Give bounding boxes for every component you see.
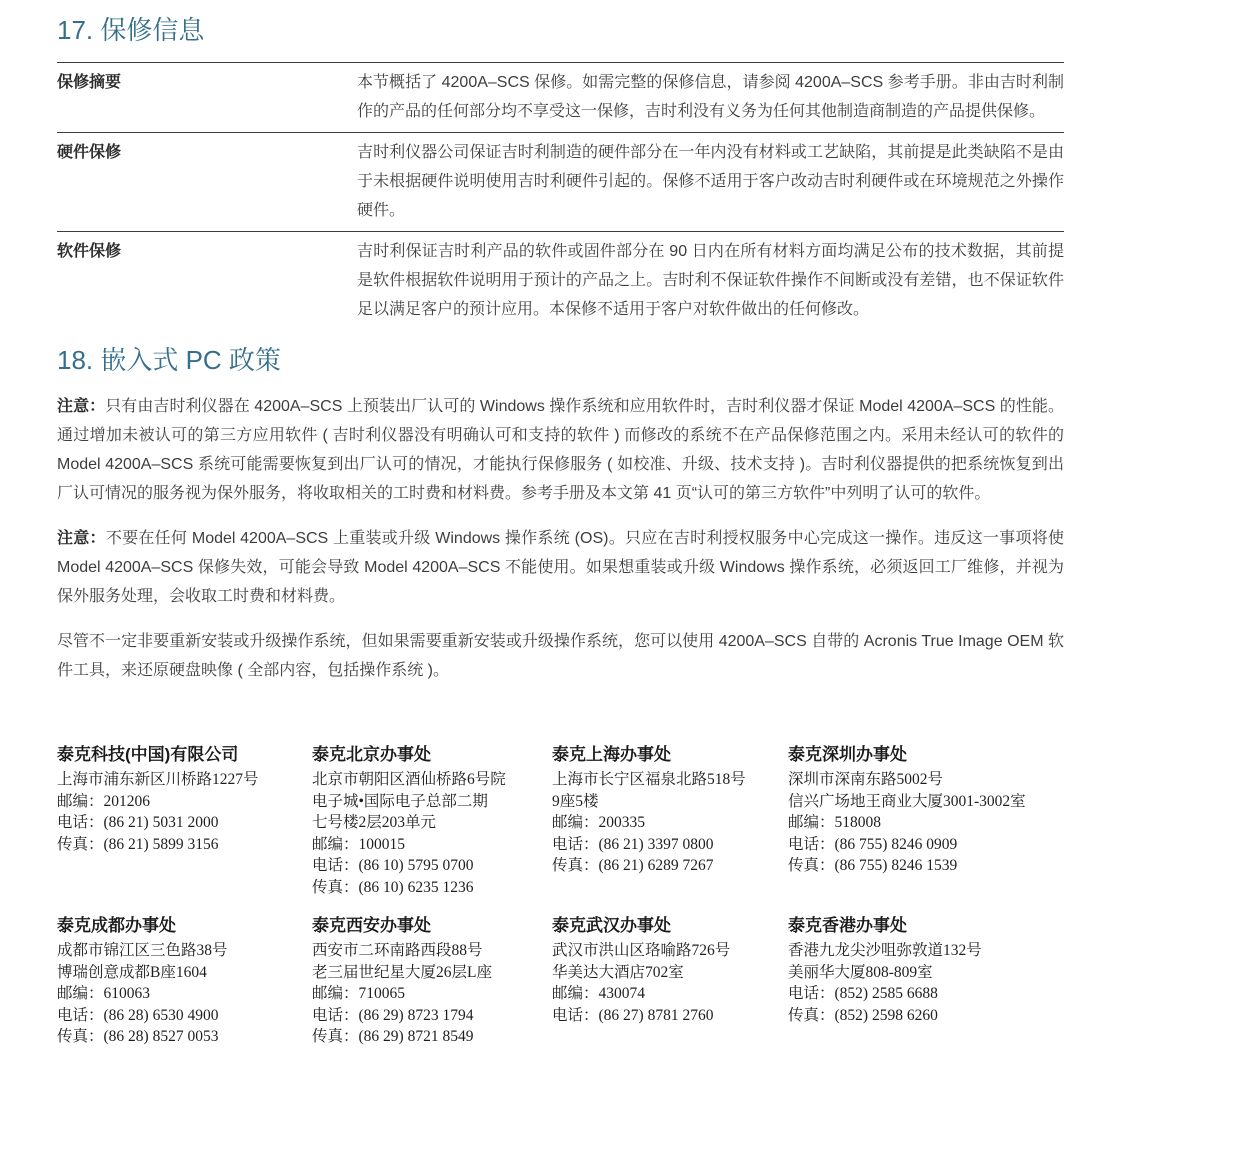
office-line: 西安市二环南路西段88号	[312, 942, 483, 959]
office-line: 深圳市深南东路5002号	[788, 771, 944, 788]
office-line: 香港九龙尖沙咀弥敦道132号	[788, 942, 982, 959]
office-card	[788, 743, 1050, 877]
row-label: 软件保修	[57, 243, 122, 260]
office-line: 美丽华大厦808-809室	[788, 963, 933, 981]
office-name: 泰克上海办事处	[552, 745, 671, 764]
office-line: 成都市锦江区三色路38号	[57, 942, 228, 959]
office-line: 传真：(86 28) 8527 0053	[57, 1028, 219, 1045]
office-line: 传真：(86 21) 6289 7267	[552, 857, 714, 874]
office-line: 传真：(852) 2598 6260	[788, 1006, 938, 1024]
policy-paragraph	[57, 627, 1064, 685]
office-line: 邮编：710065	[312, 985, 406, 1002]
office-line: 邮编：201206	[57, 792, 151, 810]
contact-section	[57, 743, 1064, 1048]
office-name: 泰克武汉办事处	[552, 916, 671, 935]
office-card	[312, 914, 552, 1048]
office-card	[552, 914, 788, 1026]
office-line: 七号楼2层203单元	[312, 814, 437, 831]
office-line: 传真：(86 10) 6235 1236	[312, 878, 474, 896]
office-line: 电话：(86 10) 5795 0700	[312, 857, 474, 874]
office-card	[788, 914, 1050, 1026]
contact-row	[57, 914, 1064, 1048]
office-line: 电话：(86 29) 8723 1794	[312, 1006, 474, 1024]
office-name: 泰克成都办事处	[57, 916, 176, 935]
office-card	[312, 743, 552, 898]
office-line: 传真：(86 21) 5899 3156	[57, 835, 219, 853]
office-name: 泰克北京办事处	[312, 745, 431, 764]
office-name: 泰克西安办事处	[312, 916, 431, 935]
policy-paragraph	[57, 392, 1064, 508]
paragraph-text: 只有由吉时利仪器在 4200A–SCS 上预装出厂认可的 Windows 操作系统和应用软件时，吉时利仪器才保证 Model 4200A–SCS 的性能。通过增加未被认可的第三方应用软件 ( 吉时利仪器没有明确认可和支持的软件 ) 而修改的系统不在产品保修范围之内。采用未经认可的软件的 Model 4200A–SCS 系统可能需要恢复到出厂认可的情况，才能执行保修服务 ( 如校准、升级、技术支持 )。吉时利仪器提供的把系统恢复到出厂认可情况的服务视为保外服务，将收取相关的工时费和材料费。参考手册及本文第 41 页“认可的第三方软件”中列明了认可的软件。	[57, 398, 1064, 502]
row-content: 吉时利仪器公司保证吉时利制造的硬件部分在一年内没有材料或工艺缺陷，其前提是此类缺陷不是由于未根据硬件说明使用吉时利硬件引起的。保修不适用于客户改动吉时利硬件或在环境规范之外操作硬件。	[357, 144, 1064, 219]
office-line: 电话：(852) 2585 6688	[788, 985, 938, 1002]
row-label: 硬件保修	[57, 144, 122, 161]
office-line: 北京市朝阳区酒仙桥路6号院	[312, 771, 506, 788]
row-label: 保修摘要	[57, 74, 122, 91]
office-line: 电话：(86 27) 8781 2760	[552, 1006, 714, 1024]
office-line: 老三届世纪星大厦26层L座	[312, 963, 492, 981]
table-row	[57, 132, 1064, 231]
section-18	[57, 344, 1064, 685]
office-line: 博瑞创意成都B座1604	[57, 963, 207, 981]
warranty-table	[57, 62, 1064, 330]
section-18-title: 18. 嵌入式 PC 政策	[57, 345, 281, 375]
office-line: 上海市长宁区福泉北路518号	[552, 771, 746, 788]
contact-row	[57, 743, 1064, 898]
office-card	[57, 914, 312, 1048]
row-content: 吉时利保证吉时利产品的软件或固件部分在 90 日内在所有材料方面均满足公布的技术数据，其前提是软件根据软件说明用于预计的产品之上。吉时利不保证软件操作不间断或没有差错，也不保证软件足以满足客户的预计应用。本保修不适用于客户对软件做出的任何修改。	[357, 243, 1064, 318]
office-line: 武汉市洪山区珞喻路726号	[552, 942, 731, 959]
office-line: 电子城•国际电子总部二期	[312, 792, 488, 810]
office-line: 电话：(86 21) 5031 2000	[57, 814, 219, 831]
office-line: 9座5楼	[552, 792, 599, 810]
office-line: 邮编：100015	[312, 835, 406, 853]
policy-paragraph	[57, 524, 1064, 611]
office-line: 传真：(86 29) 8721 8549	[312, 1028, 474, 1045]
office-line: 传真：(86 755) 8246 1539	[788, 857, 958, 874]
office-line: 邮编：610063	[57, 985, 151, 1002]
office-line: 电话：(86 21) 3397 0800	[552, 835, 714, 853]
office-card	[552, 743, 788, 877]
section-17-title: 17. 保修信息	[57, 15, 205, 45]
document-page	[57, 14, 1064, 1048]
office-card	[57, 743, 312, 855]
office-line: 信兴广场地王商业大厦3001-3002室	[788, 792, 1026, 810]
office-line: 邮编：200335	[552, 814, 646, 831]
office-name: 泰克科技(中国)有限公司	[57, 745, 239, 764]
office-line: 电话：(86 28) 6530 4900	[57, 1006, 219, 1024]
office-line: 上海市浦东新区川桥路1227号	[57, 771, 259, 788]
office-line: 邮编：430074	[552, 985, 646, 1002]
office-name: 泰克深圳办事处	[788, 745, 907, 764]
paragraph-text: 不要在任何 Model 4200A–SCS 上重装或升级 Windows 操作系统 (OS)。只应在吉时利授权服务中心完成这一操作。违反这一事项将使 Model 4200A–SCS 保修失效，可能会导致 Model 4200A–SCS 不能使用。如果想重装或升级 Windows 操作系统，必须返回工厂维修，并视为保外服务处理，会收取工时费和材料费。	[57, 530, 1064, 605]
office-name: 泰克香港办事处	[788, 916, 907, 935]
table-row	[57, 62, 1064, 132]
paragraph-text: 尽管不一定非要重新安装或升级操作系统，但如果需要重新安装或升级操作系统，您可以使用 4200A–SCS 自带的 Acronis True Image OEM 软件工具，来还原硬盘映像 ( 全部内容，包括操作系统 )。	[57, 633, 1064, 679]
office-line: 电话：(86 755) 8246 0909	[788, 835, 958, 853]
note-label: 注意：	[57, 398, 106, 415]
office-line: 华美达大酒店702室	[552, 963, 684, 981]
row-content: 本节概括了 4200A–SCS 保修。如需完整的保修信息，请参阅 4200A–SCS 参考手册。非由吉时利制作的产品的任何部分均不享受这一保修，吉时利没有义务为任何其他制造商制造的产品提供保修。	[357, 74, 1064, 120]
office-line: 邮编：518008	[788, 814, 882, 831]
note-label: 注意：	[57, 530, 106, 547]
table-row	[57, 231, 1064, 330]
